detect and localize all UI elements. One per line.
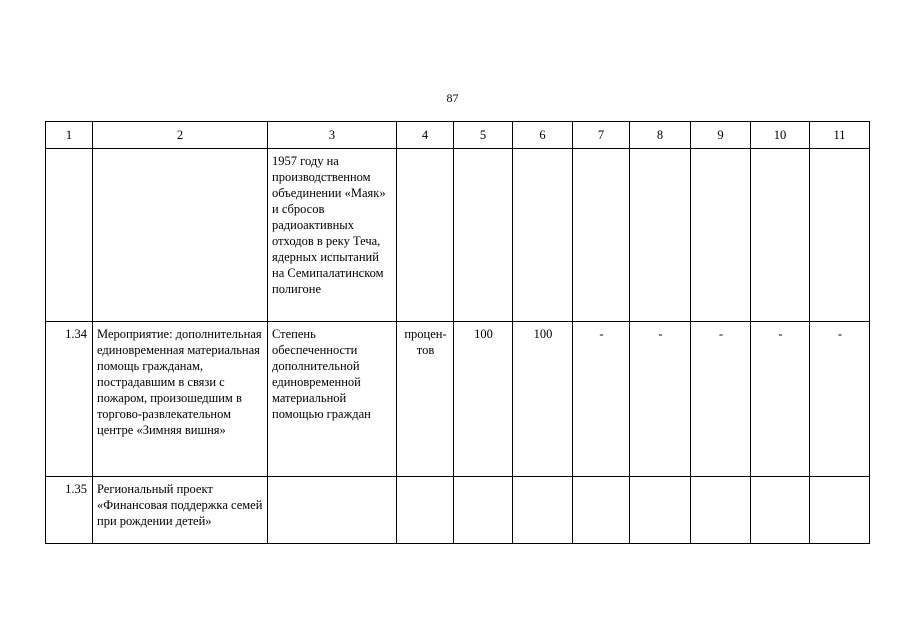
value-cell: - <box>573 322 630 477</box>
value-cell <box>751 477 810 544</box>
unit-cell: процен-тов <box>397 322 454 477</box>
header-cell: 1 <box>46 122 93 149</box>
indicator-name-cell: 1957 году на производственном объединении «Маяк» и сбросов радиоактивных отходов в реку Теча, ядерных испытаний на Семипалатинском полигоне <box>268 149 397 322</box>
header-cell: 9 <box>691 122 751 149</box>
header-cell: 3 <box>268 122 397 149</box>
value-cell: 100 <box>454 322 513 477</box>
header-cell: 7 <box>573 122 630 149</box>
value-cell <box>630 149 691 322</box>
table-row <box>46 149 870 322</box>
header-cell: 6 <box>513 122 573 149</box>
header-cell: 8 <box>630 122 691 149</box>
table-row <box>46 477 870 544</box>
value-cell <box>630 477 691 544</box>
header-cell: 5 <box>454 122 513 149</box>
table-row <box>46 322 870 477</box>
value-cell: 100 <box>513 322 573 477</box>
unit-cell <box>397 477 454 544</box>
value-cell: - <box>810 322 870 477</box>
page-number: 87 <box>446 91 459 105</box>
value-cell <box>513 477 573 544</box>
row-number-cell: 1.34 <box>46 322 93 477</box>
value-cell <box>810 149 870 322</box>
activity-name-cell: Мероприятие: дополнительная единовременная материальная помощь гражданам, пострадавшим в связи с пожаром, произошедшим в торгово-развлекательном центре «Зимняя вишня» <box>93 322 268 477</box>
row-number-cell <box>46 149 93 322</box>
value-cell: - <box>691 322 751 477</box>
value-cell <box>751 149 810 322</box>
value-cell <box>810 477 870 544</box>
value-cell: - <box>630 322 691 477</box>
value-cell: - <box>751 322 810 477</box>
value-cell <box>454 149 513 322</box>
header-cell: 11 <box>810 122 870 149</box>
value-cell <box>513 149 573 322</box>
value-cell <box>691 149 751 322</box>
header-cell: 4 <box>397 122 454 149</box>
value-cell <box>454 477 513 544</box>
indicator-name-cell: Степень обеспеченности дополнительной единовременной материальной помощью граждан <box>268 322 397 477</box>
value-cell <box>573 477 630 544</box>
value-cell <box>573 149 630 322</box>
header-cell: 10 <box>751 122 810 149</box>
table-header-row <box>46 122 870 149</box>
activity-name-cell: Региональный проект «Финансовая поддержка семей при рождении детей» <box>93 477 268 544</box>
row-number-cell: 1.35 <box>46 477 93 544</box>
header-cell: 2 <box>93 122 268 149</box>
activity-name-cell <box>93 149 268 322</box>
indicators-table <box>45 121 870 544</box>
indicator-name-cell <box>268 477 397 544</box>
unit-cell <box>397 149 454 322</box>
value-cell <box>691 477 751 544</box>
